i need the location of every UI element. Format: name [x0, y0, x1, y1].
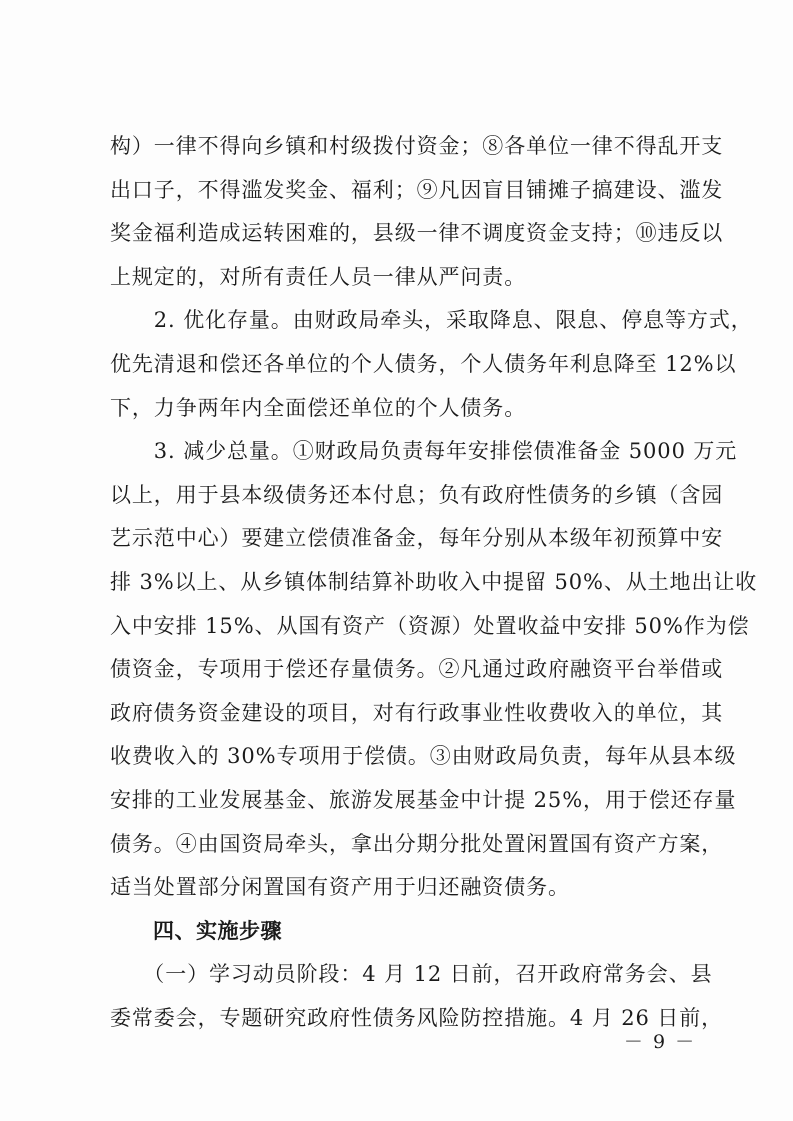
section-heading: 四、实施步骤	[110, 918, 282, 943]
text-line: 入中安排 15%、从国有资产（资源）处置收益中安排 50%作为偿	[110, 613, 750, 638]
text-line: 3. 减少总量。①财政局负责每年安排偿债准备金 5000 万元	[110, 439, 738, 464]
text-line: 优先清退和偿还各单位的个人债务，个人债务年利息降至 12%以	[110, 351, 737, 376]
text-line: （一）学习动员阶段：4 月 12 日前，召开政府常务会、县	[110, 962, 713, 987]
text-line: 上规定的，对所有责任人员一律从严问责。	[110, 264, 527, 289]
text-line: 债务。④由国资局牵头，拿出分期分批处置闲置国有资产方案，	[110, 831, 724, 856]
text-line: 构）一律不得向乡镇和村级拨付资金；⑧各单位一律不得乱开支	[110, 134, 724, 158]
text-line: 收费收入的 30%专项用于偿债。③由财政局负责，每年从县本级	[110, 744, 737, 769]
text-line: 艺示范中心）要建立偿债准备金，每年分别从本级年初预算中安	[110, 526, 724, 551]
text-line: 以上，用于县本级债务还本付息；负有政府性债务的乡镇（含园	[110, 482, 724, 507]
text-line: 排 3%以上、从乡镇体制结算补助收入中提留 50%、从土地出让收	[110, 569, 758, 594]
text-line: 下，力争两年内全面偿还单位的个人债务。	[110, 395, 527, 420]
text-line: 奖金福利造成运转困难的，县级一律不调度资金支持；⑩违反以	[110, 221, 724, 246]
document-body	[110, 125, 758, 1040]
text-line: 2. 优化存量。由财政局牵头，采取降息、限息、停息等方式，	[110, 308, 753, 333]
text-line: 安排的工业发展基金、旅游发展基金中计提 25%，用于偿还存量	[110, 787, 737, 812]
text-line: 委常委会，专题研究政府性债务风险防控措施。4 月 26 日前，	[110, 1005, 724, 1030]
text-line: 出口子，不得滥发奖金、福利；⑨凡因盲目铺摊子搞建设、滥发	[110, 177, 724, 202]
text-line: 适当处置部分闲置国有资产用于归还融资债务。	[110, 875, 570, 900]
page-number: － 9 －	[623, 1031, 697, 1053]
text-line: 政府债务资金建设的项目，对有行政事业性收费收入的单位，其	[110, 700, 724, 725]
text-line: 债资金，专项用于偿还存量债务。②凡通过政府融资平台举借或	[110, 657, 724, 682]
